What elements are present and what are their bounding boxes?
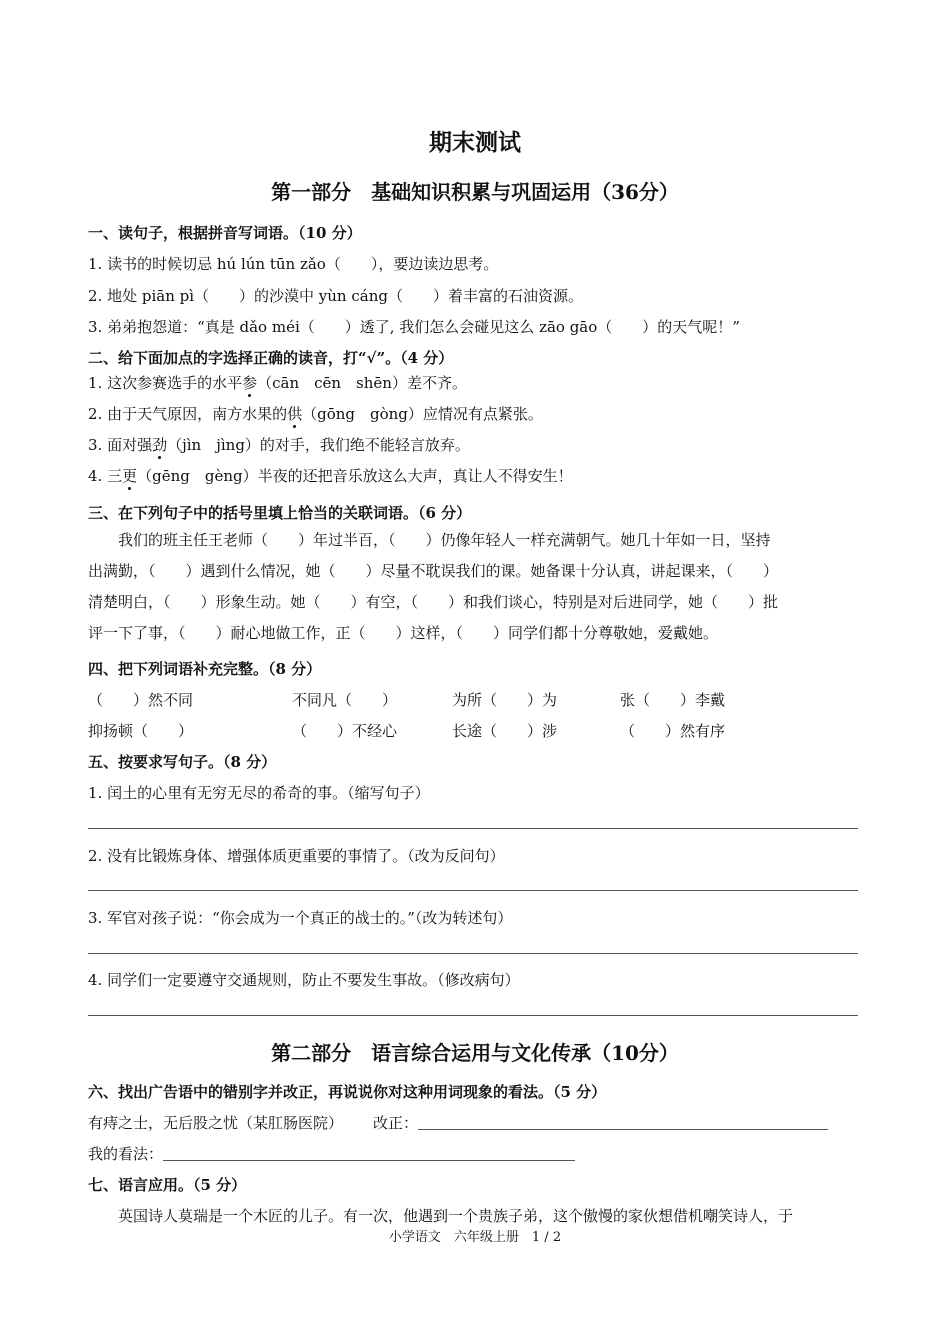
s3-line-3: 清楚明白，（ ）形象生动。她（ ）有空，（ ）和我们谈心，特别是对后进同学，她（ ）批: [88, 593, 779, 611]
s2-question-2: [88, 403, 543, 424]
s3-line-2: 出满勤，（ ）遇到什么情况，她（ ）尽量不耽误我们的课。她备课十分认真，讲起课来，（ ）: [88, 562, 779, 580]
page-title: 期末测试: [429, 129, 521, 156]
idiom-item: 张（ ）李戴: [620, 691, 726, 709]
s2-q2-pre: 2. 由于天气原因，南方水果的: [88, 405, 288, 423]
part-two-heading: 第二部分 语言综合运用与文化传承（10分）: [271, 1041, 679, 1065]
idiom-item: （ ）不经心: [292, 722, 398, 740]
idiom-item: （ ）然不同: [88, 691, 194, 709]
s2-q3-post: （jìn jìng）的对手，我们绝不能轻言放弃。: [167, 436, 470, 454]
s2-q1-post: （cān cēn shēn）差不齐。: [257, 374, 467, 392]
dotted-char: 更: [122, 467, 138, 485]
view-label: 我的看法：: [88, 1145, 164, 1163]
s2-q4-pre: 4. 三: [88, 467, 123, 485]
fix-answer-line[interactable]: [418, 1115, 828, 1130]
page-footer: 小学语文 六年级上册 1 / 2: [388, 1230, 562, 1245]
answer-line[interactable]: [88, 953, 858, 954]
s7-passage: 英国诗人莫瑞是一个木匠的儿子。有一次，他遇到一个贵族子弟，这个傲慢的家伙想借机嘲笑诗人，于: [118, 1207, 794, 1225]
section-1-heading: 一、读句子，根据拼音写词语。（10 分）: [88, 224, 362, 242]
answer-line[interactable]: [88, 828, 858, 829]
fix-label: 改正：: [373, 1114, 419, 1132]
dotted-char: 劲: [152, 436, 168, 454]
view-answer-line[interactable]: [163, 1146, 575, 1161]
section-5-heading: 五、按要求写句子。（8 分）: [88, 753, 277, 771]
s2-question-1: [88, 372, 467, 393]
s5-question-2: 2. 没有比锻炼身体、增强体质更重要的事情了。（改为反问句）: [88, 847, 505, 865]
s2-q4-post: （gēng gèng）半夜的还把音乐放这么大声，真让人不得安生！: [137, 467, 573, 485]
section-6-heading: 六、找出广告语中的错别字并改正，再说说你对这种用词现象的看法。（5 分）: [88, 1083, 607, 1101]
s2-question-4: [88, 465, 573, 486]
idiom-item: 抑扬顿（ ）: [88, 722, 194, 740]
s2-q3-pre: 3. 面对强: [88, 436, 153, 454]
section-3-heading: 三、在下列句子中的括号里填上恰当的关联词语。（6 分）: [88, 504, 472, 522]
s3-passage: [88, 525, 864, 649]
s3-line-4: 评一下了事，（ ）耐心地做工作，正（ ）这样，（ ）同学们都十分尊敬她，爱戴她。: [88, 624, 719, 642]
s5-question-1: 1. 闰土的心里有无穷无尽的希奇的事。（缩写句子）: [88, 784, 430, 802]
s6-ad-line: [88, 1112, 828, 1133]
answer-line[interactable]: [88, 1015, 858, 1016]
part-one-heading: 第一部分 基础知识积累与巩固运用（36分）: [271, 180, 679, 204]
s5-question-3: 3. 军官对孩子说：“你会成为一个真正的战士的。”（改为转述句）: [88, 909, 513, 927]
s1-question-1: 1. 读书的时候切忌 hú lún tūn zǎo（ ），要边读边思考。: [88, 255, 499, 273]
idiom-item: 为所（ ）为: [452, 691, 558, 709]
idiom-item: 长途（ ）涉: [452, 722, 558, 740]
s2-q2-post: （gōng gòng）应情况有点紧张。: [302, 405, 543, 423]
section-4-heading: 四、把下列词语补充完整。（8 分）: [88, 660, 322, 678]
ad-slogan: 有痔之士，无后股之忧（某肛肠医院）: [88, 1114, 344, 1132]
section-2-heading: 二、给下面加点的字选择正确的读音，打“√”。（4 分）: [88, 349, 454, 367]
idiom-item: 不同凡（ ）: [292, 691, 398, 709]
s2-question-3: [88, 434, 470, 455]
s5-question-4: 4. 同学们一定要遵守交通规则，防止不要发生事故。（修改病句）: [88, 971, 520, 989]
answer-line[interactable]: [88, 890, 858, 891]
dotted-char: 供: [287, 405, 303, 423]
dotted-char: 参: [242, 374, 258, 392]
s3-line-1: 我们的班主任王老师（ ）年过半百，（ ）仍像年轻人一样充满朝气。她几十年如一日，坚持: [118, 531, 771, 549]
s1-question-2: 2. 地处 piān pì（ ）的沙漠中 yùn cáng（ ）着丰富的石油资源。: [88, 287, 583, 305]
s6-view-line: [88, 1143, 575, 1164]
section-7-heading: 七、语言应用。（5 分）: [88, 1176, 247, 1194]
s1-question-3: 3. 弟弟抱怨道：“真是 dǎo méi（ ）透了, 我们怎么会碰见这么 zāo gāo（ ）的天气呢！”: [88, 318, 740, 336]
s2-q1-pre: 1. 这次参赛选手的水平: [88, 374, 243, 392]
idiom-item: （ ）然有序: [620, 722, 726, 740]
